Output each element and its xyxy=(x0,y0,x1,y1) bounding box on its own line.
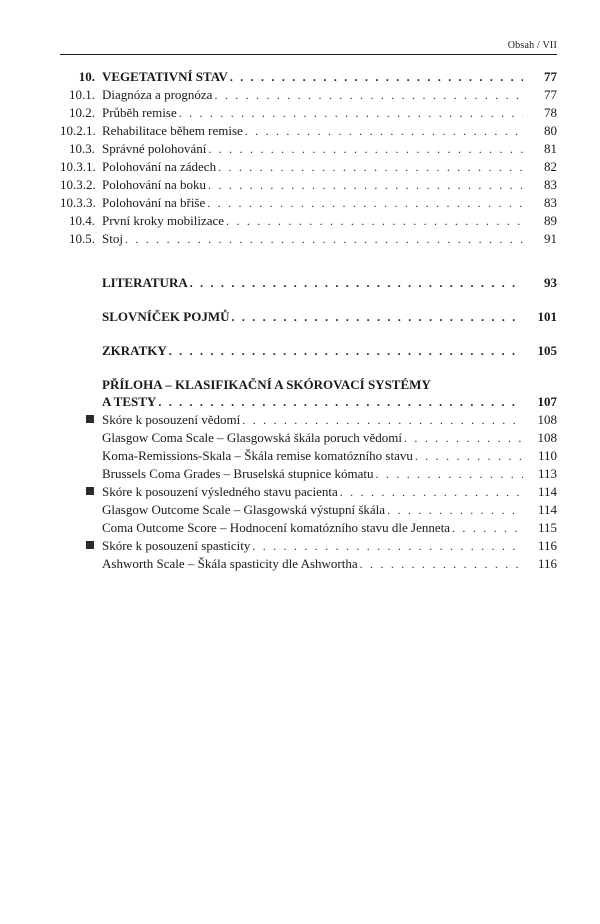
toc-title: První kroky mobilizace xyxy=(102,213,225,228)
toc-page: 110 xyxy=(537,448,557,463)
toc-title: ZKRATKY xyxy=(102,343,167,358)
toc-slovnicek[interactable] xyxy=(60,308,557,326)
running-head: Obsah / VII xyxy=(507,40,557,51)
dot-leader xyxy=(415,448,523,465)
square-bullet-icon xyxy=(86,487,94,495)
toc-title: Koma-Remissions-Skala – Škála remise komatózního stavu xyxy=(102,448,413,463)
toc-title: Brussels Coma Grades – Bruselská stupnice kómatu xyxy=(102,466,374,481)
toc-appendix-item[interactable] xyxy=(60,483,557,501)
toc-page: 89 xyxy=(544,213,557,228)
toc-page: 108 xyxy=(537,430,557,445)
toc-page: 80 xyxy=(544,123,557,138)
dot-leader xyxy=(376,466,523,483)
toc-number: 10. xyxy=(78,69,95,84)
toc-appendix-item[interactable] xyxy=(60,411,557,429)
toc-appendix-item[interactable] xyxy=(60,447,557,465)
toc-number: 10.4. xyxy=(69,213,95,228)
dot-leader xyxy=(190,275,523,292)
toc-section[interactable] xyxy=(60,122,557,140)
toc-page: 83 xyxy=(544,177,557,192)
toc-title: Polohování na zádech xyxy=(102,159,217,174)
square-bullet-icon xyxy=(86,415,94,423)
toc-section[interactable] xyxy=(60,194,557,212)
toc-appendix-item[interactable] xyxy=(60,465,557,483)
dot-leader xyxy=(208,177,523,194)
toc-appendix-item[interactable] xyxy=(60,555,557,573)
toc-section[interactable] xyxy=(60,176,557,194)
dot-leader xyxy=(179,105,523,122)
toc-literatura[interactable] xyxy=(60,274,557,292)
dot-leader xyxy=(387,502,523,519)
dot-leader xyxy=(218,159,523,176)
toc-page: 116 xyxy=(537,538,557,553)
dot-leader xyxy=(208,141,523,158)
toc-page: 82 xyxy=(544,159,557,174)
toc-page: 114 xyxy=(537,484,557,499)
toc-page: 83 xyxy=(544,195,557,210)
dot-leader xyxy=(404,430,523,447)
toc-appendix[interactable] xyxy=(60,393,557,411)
toc-page: 101 xyxy=(537,309,557,324)
dot-leader xyxy=(231,309,523,326)
toc-title: SLOVNÍČEK POJMŮ xyxy=(102,309,230,324)
dot-leader xyxy=(125,231,523,248)
toc-appendix-item[interactable] xyxy=(60,537,557,555)
dot-leader xyxy=(340,484,523,501)
toc-number: 10.2. xyxy=(69,105,95,120)
dot-leader xyxy=(230,69,523,86)
toc-page: 77 xyxy=(544,69,557,84)
toc-section[interactable] xyxy=(60,212,557,230)
toc-page: 91 xyxy=(544,231,557,246)
dot-leader xyxy=(207,195,523,212)
toc-title: Skóre k posouzení výsledného stavu pacienta xyxy=(102,484,338,499)
toc-appendix-item[interactable] xyxy=(60,429,557,447)
toc-section[interactable] xyxy=(60,158,557,176)
toc-title: VEGETATIVNÍ STAV xyxy=(102,69,228,84)
dot-leader xyxy=(226,213,523,230)
toc-zkratky[interactable] xyxy=(60,342,557,360)
toc-title: Polohování na břiše xyxy=(102,195,206,210)
toc-number: 10.3.1. xyxy=(60,159,96,174)
dot-leader xyxy=(452,520,523,537)
dot-leader xyxy=(245,123,523,140)
dot-leader xyxy=(169,343,523,360)
toc-page: 115 xyxy=(537,520,557,535)
toc-page: 113 xyxy=(537,466,557,481)
toc-title: Správné polohování xyxy=(102,141,207,156)
toc-appendix-item[interactable] xyxy=(60,501,557,519)
toc-section[interactable] xyxy=(60,86,557,104)
toc-title: LITERATURA xyxy=(102,275,188,290)
toc-number: 10.3.3. xyxy=(60,195,96,210)
dot-leader xyxy=(158,394,523,411)
dot-leader xyxy=(242,412,523,429)
dot-leader xyxy=(214,87,523,104)
toc-number: 10.5. xyxy=(69,231,95,246)
toc-title: Rehabilitace během remise xyxy=(102,123,243,138)
toc-chapter-10[interactable] xyxy=(60,68,557,86)
toc-title: A TESTY xyxy=(102,394,157,409)
toc-number: 10.1. xyxy=(69,87,95,102)
toc-section[interactable] xyxy=(60,104,557,122)
toc-number: 10.3. xyxy=(69,141,95,156)
toc-title: Stoj xyxy=(102,231,123,246)
toc-page: 77 xyxy=(544,87,557,102)
toc-page: 105 xyxy=(537,343,557,358)
toc-page: 114 xyxy=(537,502,557,517)
toc-number: 10.3.2. xyxy=(60,177,96,192)
toc-title: Skóre k posouzení spasticity xyxy=(102,538,251,553)
toc-title: Glasgow Coma Scale – Glasgowská škála poruch vědomí xyxy=(102,430,403,445)
toc-section[interactable] xyxy=(60,140,557,158)
toc-section[interactable] xyxy=(60,230,557,248)
toc-appendix-item[interactable] xyxy=(60,519,557,537)
toc-page: 107 xyxy=(537,394,557,409)
toc-title: Skóre k posouzení vědomí xyxy=(102,412,241,427)
toc-page: 78 xyxy=(544,105,557,120)
toc-title: Průběh remise xyxy=(102,105,177,120)
toc-title: Ashworth Scale – Škála spasticity dle Ashwortha xyxy=(102,556,358,571)
dot-leader xyxy=(360,556,523,573)
table-of-contents xyxy=(60,68,557,573)
toc-page: 108 xyxy=(537,412,557,427)
toc-title: Coma Outcome Score – Hodnocení komatózního stavu dle Jenneta xyxy=(102,520,451,535)
toc-appendix-title[interactable]: PŘÍLOHA – KLASIFIKAČNÍ A SKÓROVACÍ SYSTÉMY xyxy=(102,377,431,392)
toc-page: 93 xyxy=(544,275,557,290)
toc-page: 116 xyxy=(537,556,557,571)
header-rule xyxy=(60,54,557,55)
square-bullet-icon xyxy=(86,541,94,549)
toc-number: 10.2.1. xyxy=(60,123,96,138)
toc-page: 81 xyxy=(544,141,557,156)
dot-leader xyxy=(252,538,523,555)
toc-title: Polohování na boku xyxy=(102,177,206,192)
toc-title: Glasgow Outcome Scale – Glasgowská výstupní škála xyxy=(102,502,386,517)
toc-title: Diagnóza a prognóza xyxy=(102,87,213,102)
